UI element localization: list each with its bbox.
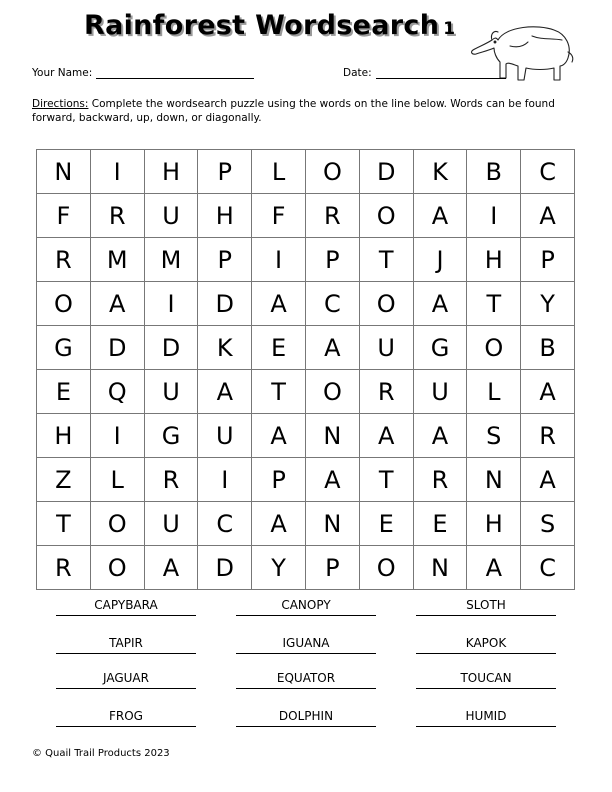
grid-cell[interactable]: I (467, 194, 521, 238)
grid-cell[interactable]: E (360, 502, 414, 546)
grid-cell[interactable]: N (37, 150, 91, 194)
grid-cell[interactable]: B (521, 326, 575, 370)
grid-cell[interactable]: R (37, 546, 91, 590)
grid-cell[interactable]: U (145, 370, 199, 414)
grid-cell[interactable]: J (414, 238, 468, 282)
grid-cell[interactable]: M (91, 238, 145, 282)
grid-cell[interactable]: O (37, 282, 91, 326)
grid-cell[interactable]: C (521, 546, 575, 590)
grid-cell[interactable]: N (467, 458, 521, 502)
grid-cell[interactable]: O (91, 502, 145, 546)
grid-cell[interactable]: Y (521, 282, 575, 326)
grid-cell[interactable]: U (198, 414, 252, 458)
date-field[interactable] (343, 67, 506, 79)
grid-cell[interactable]: A (360, 414, 414, 458)
grid-cell[interactable]: A (306, 326, 360, 370)
grid-cell[interactable]: G (37, 326, 91, 370)
grid-cell[interactable]: A (521, 370, 575, 414)
word-list-item: JAGUAR (56, 671, 196, 689)
grid-cell[interactable]: U (414, 370, 468, 414)
directions-label: Directions: (32, 98, 89, 110)
grid-cell[interactable]: D (360, 150, 414, 194)
grid-cell[interactable]: E (414, 502, 468, 546)
grid-cell[interactable]: S (521, 502, 575, 546)
grid-cell[interactable]: H (198, 194, 252, 238)
title-number: 1 (443, 19, 456, 39)
grid-cell[interactable]: M (145, 238, 199, 282)
name-line[interactable] (96, 67, 254, 79)
grid-cell[interactable]: T (360, 238, 414, 282)
directions (32, 97, 577, 125)
grid-cell[interactable]: A (414, 194, 468, 238)
grid-cell[interactable]: A (252, 414, 306, 458)
grid-cell[interactable]: C (198, 502, 252, 546)
grid-cell[interactable]: R (306, 194, 360, 238)
grid-cell[interactable]: R (91, 194, 145, 238)
word-list-item: CAPYBARA (56, 598, 196, 616)
date-label: Date: (343, 67, 372, 79)
grid-cell[interactable]: T (360, 458, 414, 502)
grid-cell[interactable]: H (467, 238, 521, 282)
grid-cell[interactable]: A (521, 458, 575, 502)
grid-cell[interactable]: R (521, 414, 575, 458)
grid-cell[interactable]: E (37, 370, 91, 414)
word-list-item: HUMID (416, 709, 556, 727)
grid-cell[interactable]: P (306, 546, 360, 590)
grid-cell[interactable]: I (91, 150, 145, 194)
grid-cell[interactable]: H (467, 502, 521, 546)
grid-cell[interactable]: R (37, 238, 91, 282)
grid-cell[interactable]: N (414, 546, 468, 590)
word-list-item: TAPIR (56, 636, 196, 654)
directions-text: Complete the wordsearch puzzle using the words on the line below. Words can be found forward, backward, up, down, or diagonally. (32, 98, 555, 124)
grid-cell[interactable]: S (467, 414, 521, 458)
grid-cell[interactable]: I (198, 458, 252, 502)
grid-cell[interactable]: O (360, 546, 414, 590)
page-title (84, 10, 464, 41)
grid-cell[interactable]: A (414, 414, 468, 458)
grid-cell[interactable]: F (37, 194, 91, 238)
grid-cell[interactable]: O (360, 194, 414, 238)
grid-cell[interactable]: H (145, 150, 199, 194)
grid-cell[interactable]: D (145, 326, 199, 370)
grid-cell[interactable]: D (198, 282, 252, 326)
word-list-item: SLOTH (416, 598, 556, 616)
grid-cell[interactable]: L (91, 458, 145, 502)
word-list-item: IGUANA (236, 636, 376, 654)
grid-cell[interactable]: O (91, 546, 145, 590)
grid-cell[interactable]: O (360, 282, 414, 326)
grid-cell[interactable]: F (252, 194, 306, 238)
grid-cell[interactable]: P (252, 458, 306, 502)
grid-cell[interactable]: T (467, 282, 521, 326)
grid-cell[interactable]: B (467, 150, 521, 194)
grid-cell[interactable]: D (91, 326, 145, 370)
word-list-item: EQUATOR (236, 671, 376, 689)
grid-cell[interactable]: U (360, 326, 414, 370)
date-line[interactable] (376, 67, 506, 79)
grid-cell[interactable]: D (198, 546, 252, 590)
grid-cell[interactable]: E (252, 326, 306, 370)
copyright-footer: © Quail Trail Products 2023 (32, 748, 170, 759)
grid-cell[interactable]: A (252, 502, 306, 546)
grid-cell[interactable]: R (145, 458, 199, 502)
grid-cell[interactable]: C (306, 282, 360, 326)
name-field[interactable] (32, 67, 254, 79)
grid-cell[interactable]: N (306, 414, 360, 458)
grid-cell[interactable]: G (145, 414, 199, 458)
wordsearch-grid[interactable] (36, 149, 575, 590)
grid-cell[interactable]: C (521, 150, 575, 194)
grid-cell[interactable]: A (414, 282, 468, 326)
grid-cell[interactable]: T (252, 370, 306, 414)
grid-cell[interactable]: R (414, 458, 468, 502)
grid-cell[interactable]: O (467, 326, 521, 370)
grid-cell[interactable]: L (467, 370, 521, 414)
grid-cell[interactable]: U (145, 502, 199, 546)
grid-cell[interactable]: K (198, 326, 252, 370)
grid-cell[interactable]: A (252, 282, 306, 326)
grid-cell[interactable]: A (198, 370, 252, 414)
grid-cell[interactable]: O (306, 370, 360, 414)
grid-cell[interactable]: L (252, 150, 306, 194)
grid-cell[interactable]: O (306, 150, 360, 194)
grid-cell[interactable]: Q (91, 370, 145, 414)
grid-cell[interactable]: G (414, 326, 468, 370)
grid-cell[interactable]: A (91, 282, 145, 326)
grid-cell[interactable]: Z (37, 458, 91, 502)
grid-cell[interactable]: Y (252, 546, 306, 590)
grid-cell[interactable]: P (306, 238, 360, 282)
grid-cell[interactable]: A (145, 546, 199, 590)
word-list-item: FROG (56, 709, 196, 727)
grid-cell[interactable]: H (37, 414, 91, 458)
grid-cell[interactable]: U (145, 194, 199, 238)
grid-cell[interactable]: I (91, 414, 145, 458)
word-list-item: KAPOK (416, 636, 556, 654)
grid-cell[interactable]: N (306, 502, 360, 546)
grid-cell[interactable]: A (467, 546, 521, 590)
grid-cell[interactable]: I (252, 238, 306, 282)
grid-cell[interactable]: A (306, 458, 360, 502)
grid-cell[interactable]: P (198, 150, 252, 194)
word-list-item: CANOPY (236, 598, 376, 616)
grid-cell[interactable]: I (145, 282, 199, 326)
grid-cell[interactable]: K (414, 150, 468, 194)
word-list-item: TOUCAN (416, 671, 556, 689)
grid-cell[interactable]: A (521, 194, 575, 238)
name-label: Your Name: (32, 67, 93, 79)
grid-cell[interactable]: T (37, 502, 91, 546)
grid-cell[interactable]: P (521, 238, 575, 282)
grid-cell[interactable]: P (198, 238, 252, 282)
grid-cell[interactable]: R (360, 370, 414, 414)
title-text: Rainforest Wordsearch (84, 10, 440, 41)
word-list-item: DOLPHIN (236, 709, 376, 727)
